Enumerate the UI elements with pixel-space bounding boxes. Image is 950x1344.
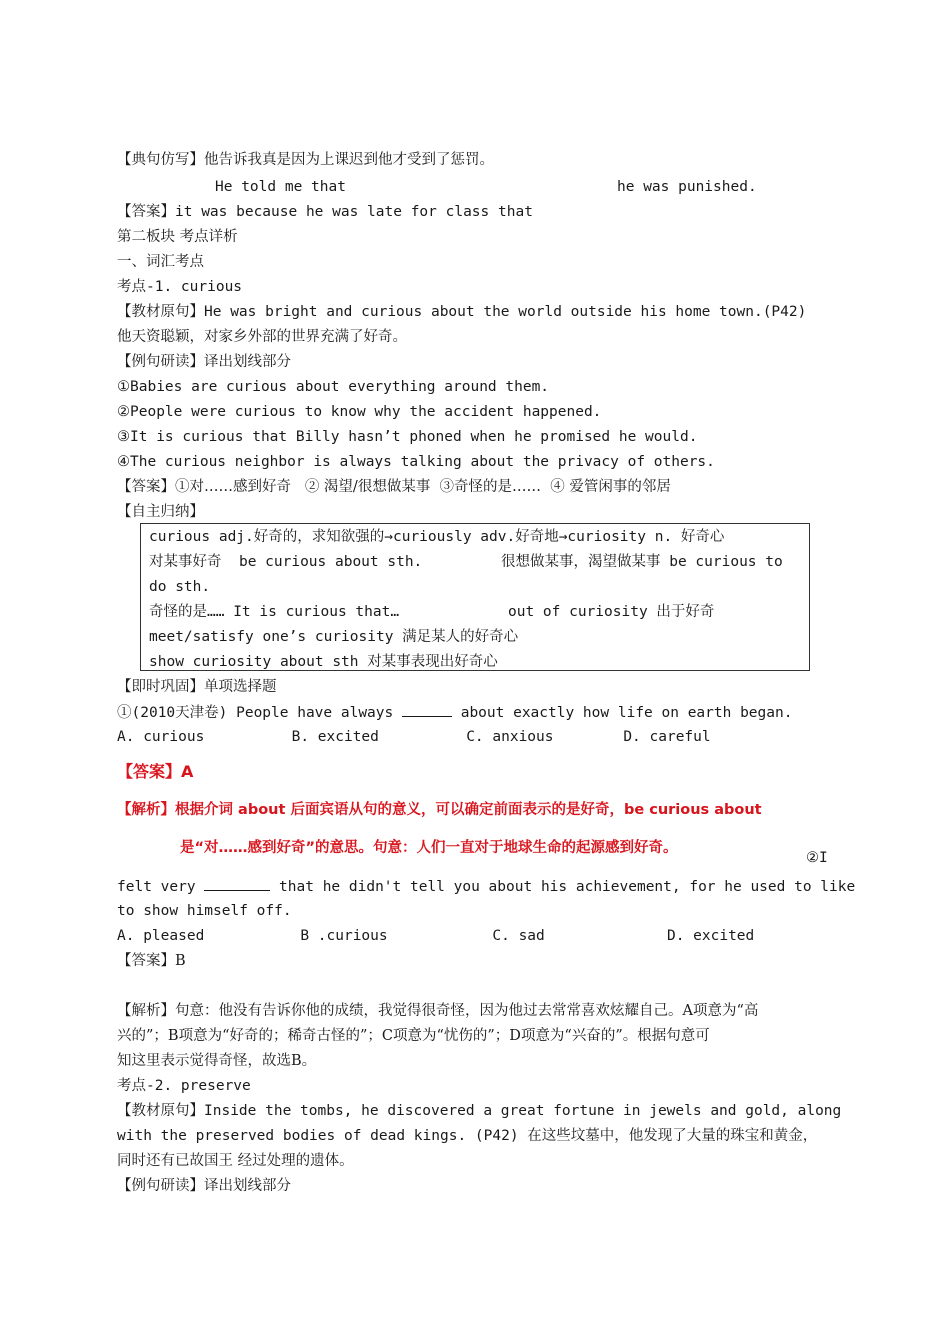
textbook-sentence: 【教材原句】He was bright and curious about the world outside his home town.(P42): [117, 304, 807, 320]
section-title: 第二板块 考点详析: [117, 229, 238, 245]
imitation-prompt: 【典句仿写】他告诉我真是因为上课迟到他才受到了惩罚。: [117, 152, 494, 168]
question-1-analysis: 【解析】根据介词 about 后面宾语从句的意义，可以确定前面表示的是好奇，be curious about: [117, 802, 762, 818]
question-2-analysis: 【解析】句意：他没有告诉你他的成绩，我觉得很奇怪，因为他过去常常喜欢炫耀自己。A项意为“高: [117, 1003, 759, 1019]
imitation-sentence-start: He told me that: [215, 179, 346, 195]
example-2: ②People were curious to know why the accident happened.: [117, 404, 602, 420]
summary-line-2a: 对某事好奇 be curious about sth.: [149, 554, 423, 570]
example-4: ④The curious neighbor is always talking about the privacy of others.: [117, 454, 715, 470]
example-3: ③It is curious that Billy hasn’t phoned when he promised he would.: [117, 429, 698, 445]
question-2-analysis-2: 兴的”；B项意为“好奇的；稀奇古怪的”；C项意为“忧伤的”；D项意为“兴奋的”。根据句意可: [117, 1028, 710, 1044]
question-2-options: A. pleased B .curious C. sad D. excited: [117, 928, 755, 944]
textbook-sentence-2: 【教材原句】Inside the tombs, he discovered a great fortune in jewels and gold, along: [117, 1103, 842, 1119]
examples-heading: 【例句研读】译出划线部分: [117, 354, 291, 370]
textbook-translation: 他天资聪颖，对家乡外部的世界充满了好奇。: [117, 329, 407, 345]
answer-blank: [402, 702, 452, 717]
summary-heading: 【自主归纳】: [117, 504, 204, 520]
example-1: ①Babies are curious about everything around them.: [117, 379, 550, 395]
question-1-end: about exactly how life on earth began.: [460, 705, 793, 721]
imitation-answer: 【答案】it was because he was late for class that: [117, 204, 533, 220]
examples-heading-2: 【例句研读】译出划线部分: [117, 1178, 291, 1194]
question-2-end: that he didn't tell you about his achievement, for he used to like: [279, 879, 856, 895]
question-1-options: A. curious B. excited C. anxious D. careful: [117, 729, 711, 745]
summary-line-1: curious adj.好奇的，求知欲强的→curiously adv.好奇地→curiosity n. 好奇心: [149, 529, 725, 545]
summary-line-6: show curiosity about sth 对某事表现出好奇心: [149, 654, 498, 670]
question-2-cont: to show himself off.: [117, 903, 292, 919]
summary-box: [140, 523, 810, 671]
summary-line-4a: 奇怪的是…… It is curious that…: [149, 604, 400, 620]
summary-line-2b: 很想做某事，渴望做某事 be curious to: [501, 554, 783, 570]
question-2: [117, 876, 855, 897]
examples-answer: 【答案】①对……感到好奇 ② 渴望/很想做某事 ③奇怪的是…… ④ 爱管闲事的邻居: [117, 479, 671, 495]
question-2-start: felt very: [117, 879, 196, 895]
textbook-sentence-2-cont: with the preserved bodies of dead kings. (P42) 在这些坟墓中，他发现了大量的珠宝和黄金，: [117, 1128, 818, 1144]
question-2-number: ②I: [806, 850, 828, 866]
summary-line-5: meet/satisfy one’s curiosity 满足某人的好奇心: [149, 629, 519, 645]
point-2-title: 考点-2. preserve: [117, 1078, 251, 1094]
textbook-translation-2: 同时还有已故国王 经过处理的遗体。: [117, 1153, 354, 1169]
question-2-answer: 【答案】B: [117, 953, 186, 969]
answer-blank-2: [204, 876, 270, 891]
question-1-answer: 【答案】A: [117, 762, 194, 781]
question-2-analysis-3: 知这里表示觉得奇怪，故选B。: [117, 1053, 317, 1069]
question-1: [117, 702, 792, 723]
imitation-sentence-end: he was punished.: [617, 179, 757, 195]
summary-line-3: do sth.: [149, 579, 211, 595]
question-1-start: ①(2010天津卷) People have always: [117, 705, 394, 721]
question-1-analysis-cont: 是“对……感到好奇”的意思。句意：人们一直对于地球生命的起源感到好奇。: [180, 840, 678, 856]
practice-heading: 【即时巩固】单项选择题: [117, 679, 277, 695]
subsection-title: 一、词汇考点: [117, 254, 204, 270]
point-1-title: 考点-1. curious: [117, 279, 243, 295]
summary-line-4b: out of curiosity 出于好奇: [508, 604, 715, 620]
